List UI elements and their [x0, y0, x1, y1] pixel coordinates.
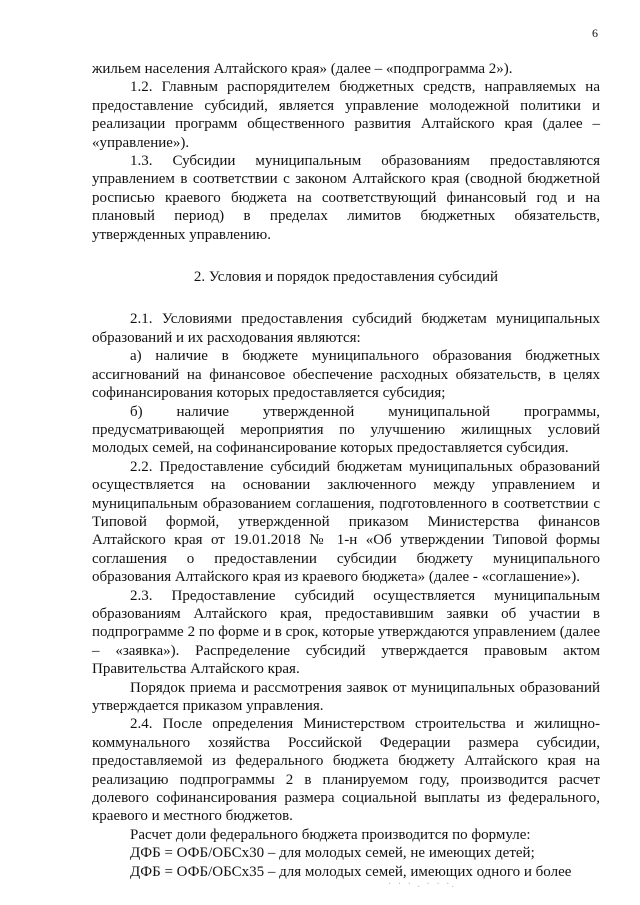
- paragraph: жильем населения Алтайского края» (далее – «подпрограмма 2»).: [92, 61, 513, 77]
- section-1-continuation: [92, 60, 600, 244]
- scan-speckle: · · · . · · ·.: [388, 879, 456, 890]
- paragraph: ДФБ = ОФБ/ОБСх35 – для молодых семей, имеющих одного и более: [130, 863, 572, 880]
- section-2-body: [92, 310, 600, 881]
- paragraph: 1.3. Субсидии муниципальным образованиям предоставляются управлением в соответствии с законом Алтайского края (сводной бюджетной росписью краевого бюджета на соответствующий финансовый год и на плановый период) в пределах лимитов бюджетных обязательств, утвержденных управлению.: [92, 153, 600, 243]
- document-body: [92, 60, 600, 881]
- section-heading: 2. Условия и порядок предоставления субсидий: [193, 269, 499, 286]
- page-number: 6: [592, 26, 598, 40]
- paragraph: 2.3. Предоставление субсидий осуществляется муниципальным образованиям Алтайского края, предоставившим заявки об участии в подпрограмме 2 по форме и в срок, которые утверждаются управлением (далее – «заявка»). Распределение субсидий утверждается правовым актом Правительства Алтайского края.: [92, 587, 600, 678]
- paragraph: ДФБ = ОФБ/ОБСх30 – для молодых семей, не имеющих детей;: [130, 845, 535, 862]
- paragraph: Порядок приема и рассмотрения заявок от муниципальных образований утверждается приказом управления.: [92, 679, 600, 714]
- paragraph: а) наличие в бюджете муниципального образования бюджетных ассигнований на финансовое обеспечение расходных обязательств, в целях софинансирования которых предоставляется субсидия;: [92, 348, 600, 402]
- paragraph: 2.1. Условиями предоставления субсидий бюджетам муниципальных образований и их расходования являются:: [92, 311, 600, 346]
- paragraph: б) наличие утвержденной муниципальной программы, предусматривающей мероприятия по улучшению жилищных условий молодых семей, на софинансирование которых предоставляется субсидия.: [92, 403, 600, 457]
- paragraph: 2.2. Предоставление субсидий бюджетам муниципальных образований осуществляется на основании заключенного между управлением и муниципальным образованием соглашения, подготовленного в соответствии с Типовой формой, утвержденной приказом Министерства финансов Алтайского края от 19.01.2018 № 1-н «Об утверждении Типовой формы соглашения о предоставлении субсидии бюджету муниципального образования Алтайского края из краевого бюджета» (далее - «соглашение»).: [92, 458, 600, 586]
- paragraph: Расчет доли федерального бюджета производится по формуле:: [130, 826, 531, 843]
- paragraph: 1.2. Главным распорядителем бюджетных средств, направляемых на предоставление субсидий, является управление молодежной политики и реализации программ общественного развития Алтайского края (далее – «управление»).: [92, 79, 600, 151]
- paragraph: 2.4. После определения Министерством строительства и жилищно-коммунального хозяйства Российской Федерации размера субсидии, предоставляемой из федерального бюджета бюджету Алтайского края на реализацию подпрограммы 2 в планируемом году, производится расчет долевого софинансирования размера социальной выплаты из федерального, краевого и местного бюджетов.: [92, 716, 600, 825]
